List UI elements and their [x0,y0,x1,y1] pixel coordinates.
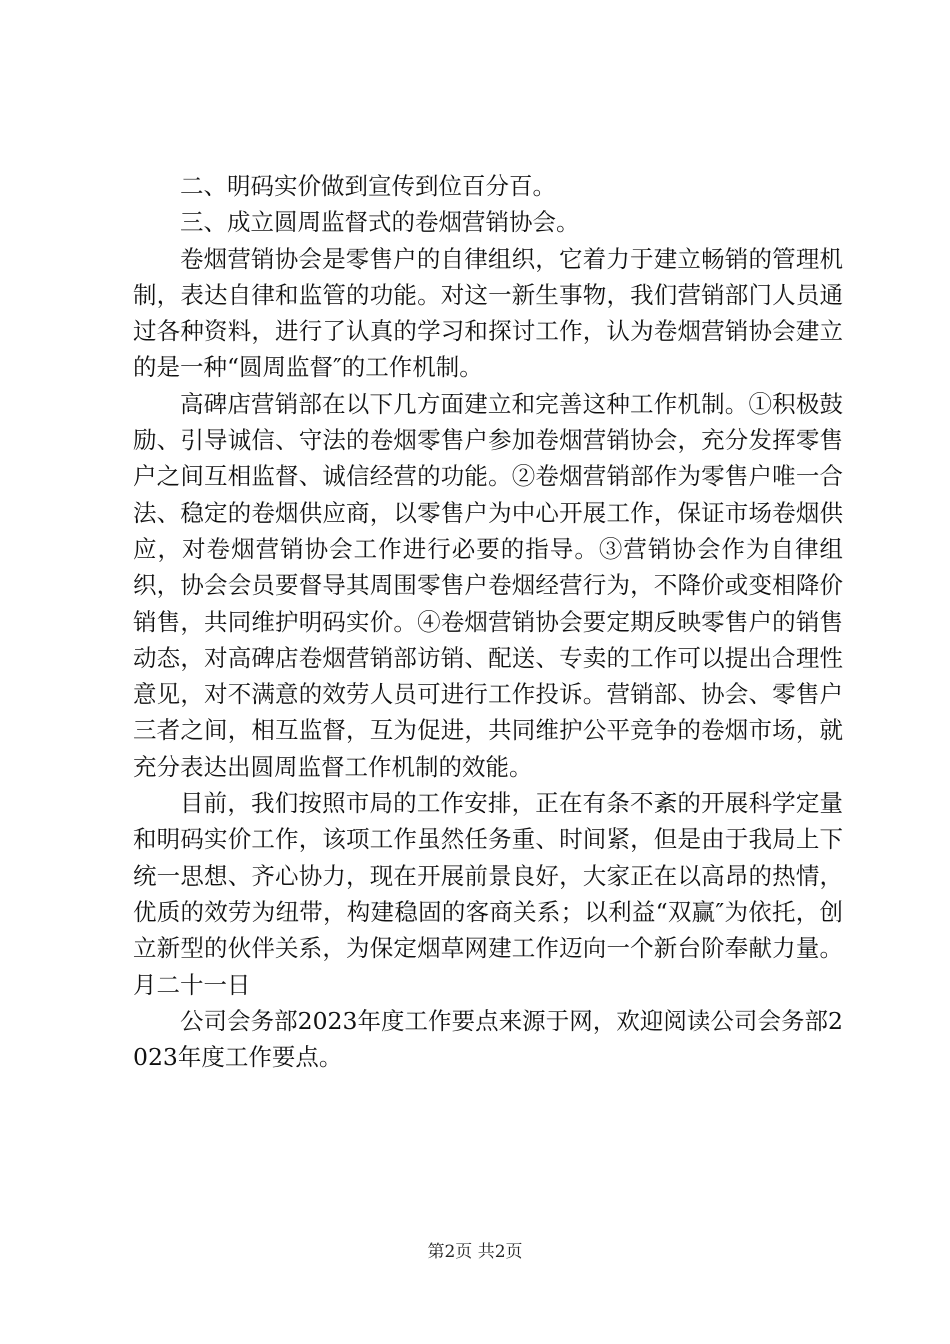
page-number-label: 第2页 共2页 [427,1242,523,1262]
paragraph-5: 目前，我们按照市局的工作安排，正在有条不紊的开展科学定量和明码实价工作，该项工作虽然任务重、时间紧，但是由于我局上下统一思想、齐心协力，现在开展前景良好，大家正在以高昂的热情，优质的效劳为纽带，构建稳固的客商关系；以利益“双赢″为依托，创立新型的伙伴关系，为保定烟草网建工作迈向一个新台阶奉献力量。月二十一日 [133,789,843,999]
paragraph-1: 二、明码实价做到宣传到位百分百。 [180,172,556,200]
document-body [133,168,843,1075]
page-footer [0,1240,950,1264]
paragraph-2: 三、成立圆周监督式的卷烟营销协会。 [180,208,580,237]
paragraph-6: 公司会务部2023年度工作要点来源于网，欢迎阅读公司会务部2023年度工作要点。 [133,1006,843,1072]
paragraph-4: 高碑店营销部在以下几方面建立和完善这种工作机制。①积极鼓励、引导诚信、守法的卷烟零售户参加卷烟营销协会，充分发挥零售户之间互相监督、诚信经营的功能。②卷烟营销部作为零售户唯一合法、稳定的卷烟供应商，以零售户为中心开展工作，保证市场卷烟供应，对卷烟营销协会工作进行必要的指导。③营销协会作为自律组织，协会会员要督导其周围零售户卷烟经营行为，不降价或变相降价销售，共同维护明码实价。④卷烟营销协会要定期反映零售户的销售动态，对高碑店卷烟营销部访销、配送、专卖的工作可以提出合理性意见，对不满意的效劳人员可进行工作投诉。营销部、协会、零售户三者之间，相互监督，互为促进，共同维护公平竞争的卷烟市场，就充分表达出圆周监督工作机制的效能。 [133,389,843,781]
paragraph-3: 卷烟营销协会是零售户的自律组织，它着力于建立畅销的管理机制，表达自律和监管的功能。对这一新生事物，我们营销部门人员通过各种资料，进行了认真的学习和探讨工作，认为卷烟营销协会建立的是一种“圆周监督″的工作机制。 [133,244,843,382]
